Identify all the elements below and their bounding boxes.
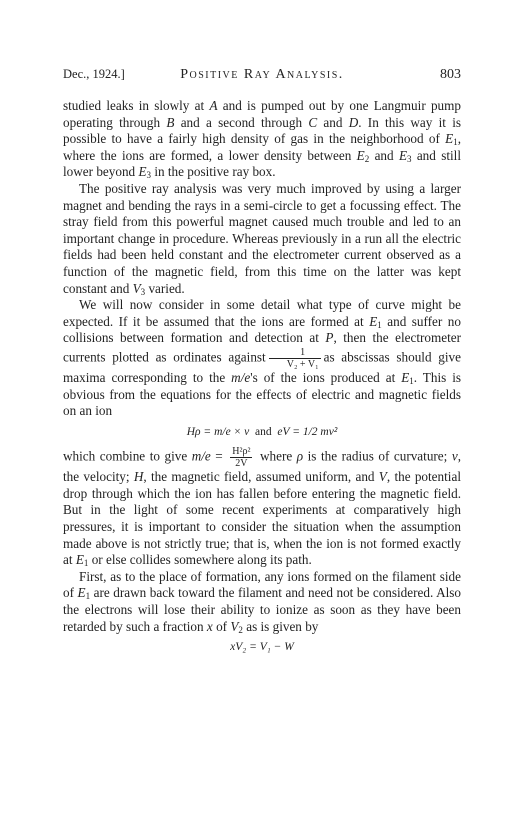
equation-retardation: xV₂ = V₁ − W	[230, 641, 294, 654]
paragraph-1: studied leaks in slowly at A and is pumped out by one Langmuir pump operating through B and a second through C and D. In this way it is possible to have a fairly high density of gas in the neighborhood of $E_1$, where the ions are formed, a lower density between $E_2$ and $E_3$ and still lower beyond $E_3$ in the positive ray box.	[63, 98, 462, 181]
paragraph-5: First, as to the place of formation, any ions formed on the filament side of $E_1$ are drawn back toward the filament and need not be considered. Also the electrons will lose their ability to ionize as soon as they have been retarded by such a fraction x of $V_2$ as is given by	[63, 568, 461, 635]
page-number: 803	[440, 67, 461, 82]
header-date: Dec., 1924.]	[63, 67, 125, 81]
equation-motion: Hρ = m/e × v and eV = 1/2 mv²	[186, 425, 338, 438]
paragraph-4: which combine to give m/e = $\frac{\text{H²ρ²}}{2V}$ where ρ is the radius of curvature; v, the velocity; H, the magnetic field, assumed uniform, and V, the potential drop through which the ion has fallen before entering the magnetic field. But in the light of some recent experiments at comparatively high pressures, it is important to consider the situation when the assumption made above is not strictly true; that is, when the ion is not formed exactly at $E_1$ or else collides somewhere along its path.	[63, 446, 462, 569]
header-title: Positive Ray Analysis.	[180, 67, 344, 82]
body-text	[63, 98, 461, 662]
reciprocal-fraction: $\frac{1}{\text{V₂ + V₁}}$	[269, 347, 321, 370]
mass-charge-fraction: $\frac{\text{H²ρ²}}{2V}$	[232, 446, 251, 470]
running-header	[63, 67, 461, 85]
paragraph-3: We will now consider in some detail what type of curve might be expected. If it be assumed that the ions are formed at $E_1$ and suffer no collisions between formation and detection at P, then the electrometer currents plotted as ordinates against $\frac{1}{\text{V₂ + V₁}}$ as abscissas should give maxima corresponding to the m/e's of the ions produced at $E_1$. This is obvious from the equations for the effects of electric and magnetic fields on an ion	[63, 297, 462, 419]
paragraph-2: The positive ray analysis was very much improved by using a larger magnet and bending the rays in a semi-circle to get a focussing effect. The stray field from this powerful magnet caused much trouble and led to an important change in procedure. Whereas previously in a run all the electric fields had been held constant and the electrometer current observed as a function of the magnetic field, from this time on the latter was kept constant and $V_3$ varied.	[63, 180, 461, 297]
